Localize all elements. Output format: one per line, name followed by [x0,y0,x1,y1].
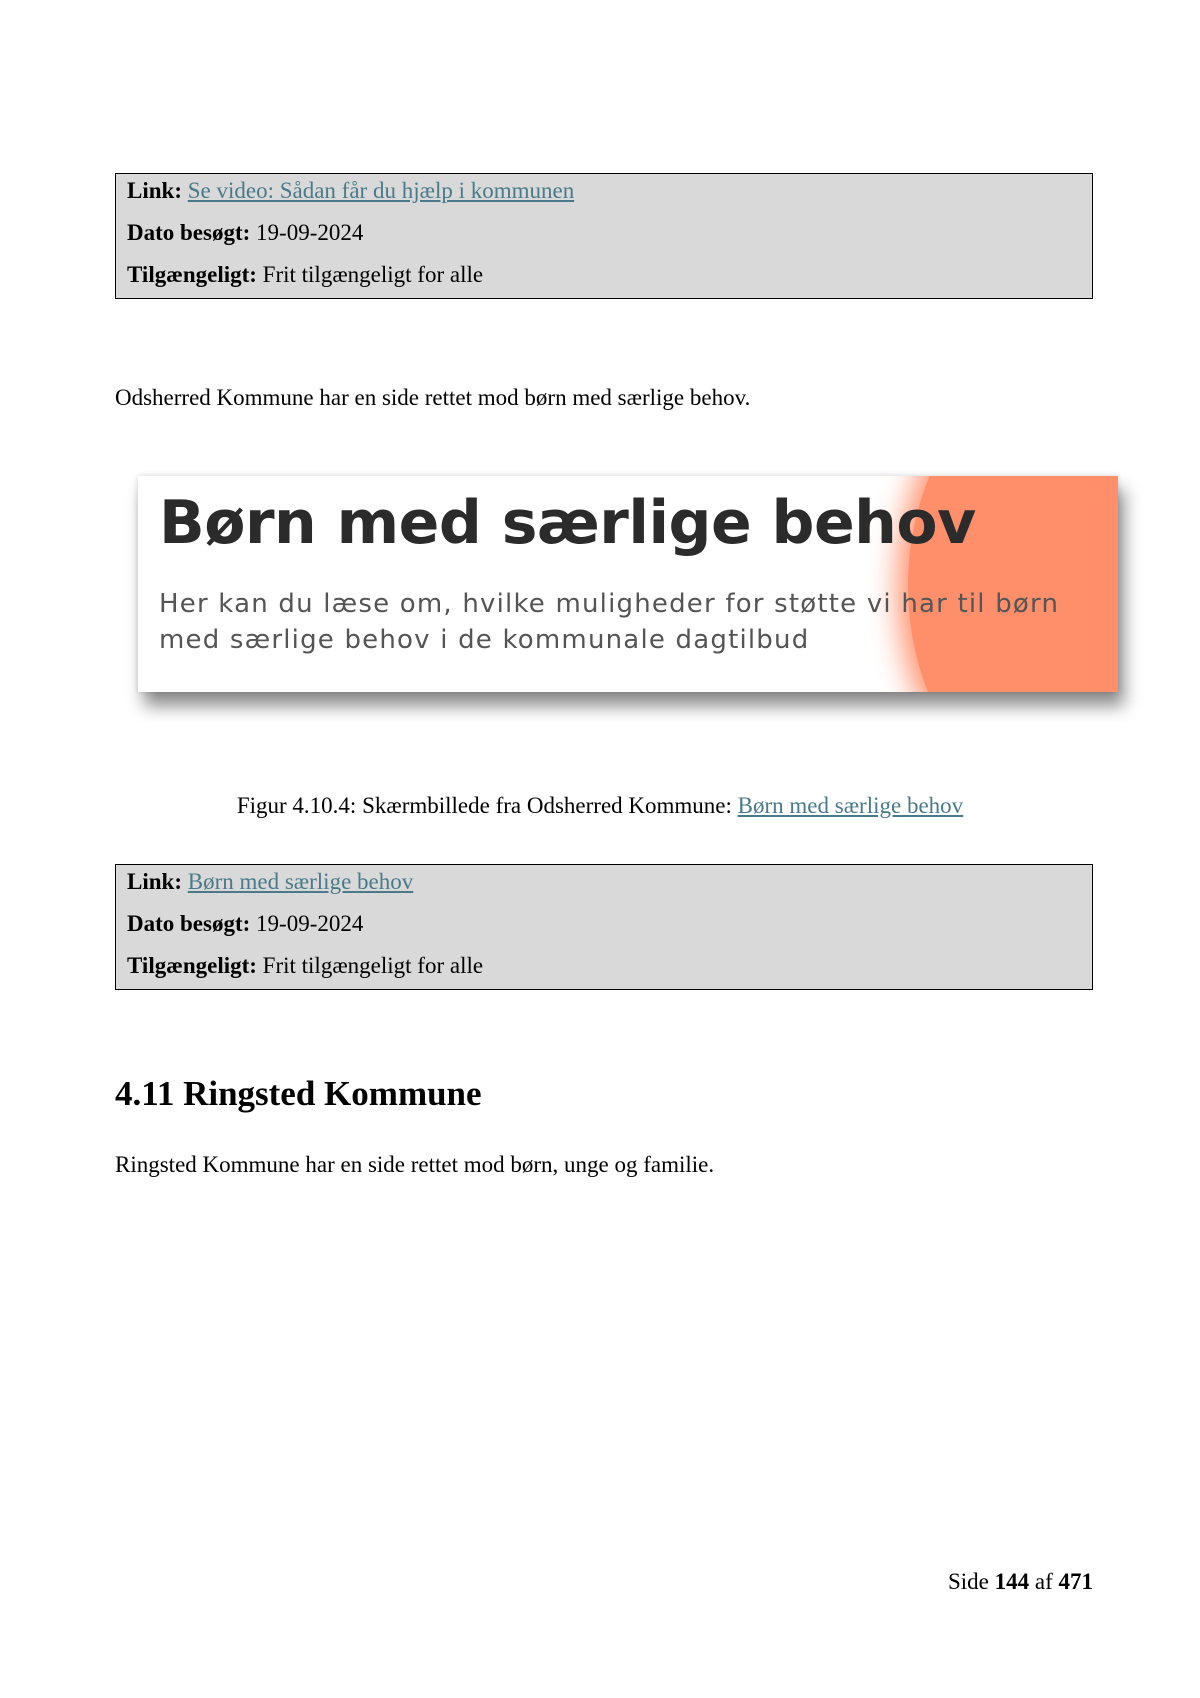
access-value: Frit tilgængeligt for alle [262,262,484,287]
total-pages: 471 [1058,1569,1093,1594]
figure-link[interactable]: Børn med særlige behov [187,869,414,894]
info-row-access [127,951,1092,993]
date-value: 19-09-2024 [256,220,364,245]
info-row-link [127,867,1092,909]
of-label: af [1034,1569,1053,1594]
figure-subtext: Her kan du læse om, hvilke muligheder for støtte vi har til børn med særlige behov i de kommunale dagtilbud [159,589,1060,655]
link-label: Link: [127,869,182,894]
link-label: Link: [127,178,182,203]
info-row-date [127,218,1092,260]
video-link[interactable]: Se video: Sådan får du hjælp i kommunen [187,178,575,203]
info-box-video [115,173,1093,299]
side-label: Side [947,1569,989,1594]
access-label: Tilgængeligt: [127,953,257,978]
info-box-figure [115,864,1093,990]
page-footer [948,1567,1093,1597]
access-value: Frit tilgængeligt for alle [262,953,484,978]
access-label: Tilgængeligt: [127,262,257,287]
date-label: Dato besøgt: [127,911,251,936]
caption-text: Figur 4.10.4: Skærmbillede fra Odsherred Kommune: [236,793,738,818]
page-number: 144 [994,1569,1030,1594]
caption-link[interactable]: Børn med særlige behov [737,793,964,818]
date-value: 19-09-2024 [256,911,364,936]
info-row-link [127,176,1092,218]
info-row-date [127,909,1092,951]
figure-screenshot [138,476,1118,692]
figure-heading: Børn med særlige behov [159,488,976,558]
date-label: Dato besøgt: [127,220,251,245]
section-paragraph: Ringsted Kommune har en side rettet mod børn, unge og familie. [115,1152,715,1177]
intro-paragraph: Odsherred Kommune har en side rettet mod børn med særlige behov. [115,385,751,410]
figure-caption [0,791,1200,821]
section-heading: 4.11 Ringsted Kommune [115,1074,482,1113]
info-row-access [127,260,1092,302]
